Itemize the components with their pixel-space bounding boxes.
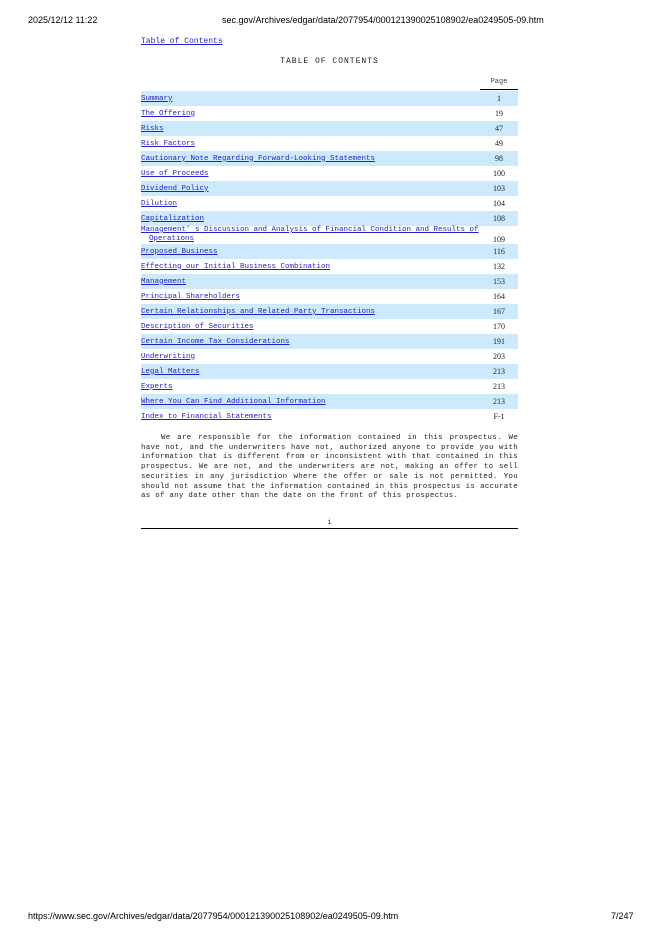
toc-entry-cell [141,244,480,259]
toc-row [141,181,518,196]
toc-row [141,409,518,424]
page-column-header: Page [480,78,518,90]
toc-row [141,151,518,166]
toc-page-number: F-1 [493,412,505,421]
toc-row [141,196,518,211]
toc-entry-link[interactable]: Where You Can Find Additional Information [141,397,326,406]
toc-entry-link[interactable]: Management [141,277,187,286]
toc-row [141,394,518,409]
toc-page-number: 167 [480,304,518,319]
toc-entry-link[interactable]: Legal Matters [141,367,200,376]
toc-page-number: 191 [480,334,518,349]
toc-row [141,304,518,319]
bottom-rule [141,528,518,529]
toc-row [141,319,518,334]
toc-page-number: 108 [480,211,518,226]
toc-row [141,121,518,136]
toc-entry-cell [141,259,480,274]
toc-entry-cell [141,166,480,181]
toc-entry-link[interactable]: Underwriting [141,352,196,361]
toc-entry-cell [141,349,480,364]
toc-row [141,211,518,226]
toc-page-number: 116 [480,244,518,259]
print-url-footer: https://www.sec.gov/Archives/edgar/data/2077954/000121390025108902/ea0249505-09.htm [28,911,399,921]
toc-page-number: 213 [493,382,505,391]
toc-page-number: 213 [480,364,518,379]
toc-entry-cell [141,151,480,166]
toc-page-number: 203 [493,352,505,361]
toc-entry-link[interactable]: Capitalization [141,214,205,223]
toc-entry-link[interactable]: Use of Proceeds [141,169,209,178]
toc-entry-link[interactable]: The Offering [141,109,196,118]
toc-row [141,259,518,274]
toc-table [141,91,518,424]
toc-entry-link[interactable]: Effecting our Initial Business Combination [141,262,331,271]
toc-row [141,349,518,364]
page-number: i [327,519,332,527]
toc-row [141,244,518,259]
toc-entry-link[interactable]: Management’ s Discussion and Analysis of Financial Condition and Results of [141,226,479,234]
toc-entry-cell [141,289,480,304]
toc-entry-link[interactable]: Dividend Policy [141,184,209,193]
toc-row [141,91,518,106]
toc-page-number: 49 [495,139,503,148]
toc-entry-link[interactable]: Dilution [141,199,178,208]
toc-entry-cell [141,304,480,319]
toc-entry-link[interactable]: Certain Relationships and Related Party Transactions [141,307,376,316]
toc-page-number: 109 [493,235,505,244]
toc-entry-link[interactable]: Risks [141,124,164,133]
toc-row [141,334,518,349]
toc-entry-link[interactable]: Summary [141,94,173,103]
toc-page-number: 153 [480,274,518,289]
toc-entry-cell [141,196,480,211]
toc-row [141,136,518,151]
toc-row [141,289,518,304]
toc-entry-cell [141,364,480,379]
toc-page-number: 132 [493,262,505,271]
page-title: TABLE OF CONTENTS [280,57,379,66]
toc-entry-cell [141,379,480,394]
toc-entry-link[interactable]: Experts [141,382,173,391]
toc-entry-cell [141,394,480,409]
toc-entry-cell [141,319,480,334]
toc-page-number: 100 [493,169,505,178]
disclaimer-paragraph: We are responsible for the information contained in this prospectus. We have not, and the underwriters have not, authorized anyone to provide you with information that is different from or inconsistent with that contained in this prospectus. We are not, and the underwriters are not, making an offer to sell securities in any jurisdiction where the offer or sale is not permitted. You should not assume that the information contained in this prospectus is accurate as of any date other than the date on the front of this prospectus. [141,434,518,501]
toc-page-number: 19 [495,109,503,118]
toc-page-number: 47 [480,121,518,136]
print-url-header: sec.gov/Archives/edgar/data/2077954/000121390025108902/ea0249505-09.htm [222,15,544,25]
table-of-contents-link[interactable]: Table of Contents [141,37,223,46]
toc-row [141,166,518,181]
toc-row [141,379,518,394]
toc-entry-cell [141,334,480,349]
toc-entry-link[interactable]: Proposed Business [141,247,218,256]
toc-entry-link[interactable]: Cautionary Note Regarding Forward-Looking Statements [141,154,376,163]
toc-entry-cell [141,211,480,226]
toc-entry-link[interactable]: Certain Income Tax Considerations [141,337,290,346]
toc-entry-cell [141,181,480,196]
toc-entry-cell [141,274,480,289]
toc-entry-cell [141,121,480,136]
toc-entry-cell [141,136,480,151]
toc-entry-link[interactable]: Index to Financial Statements [141,412,272,421]
print-datetime: 2025/12/12 11:22 [28,15,98,25]
toc-row [141,106,518,121]
toc-page-number: 164 [493,292,505,301]
toc-page-number: 98 [480,151,518,166]
toc-entry-link[interactable]: Description of Securities [141,322,254,331]
toc-entry-link[interactable]: Principal Shareholders [141,292,241,301]
toc-entry-cell [141,106,480,121]
toc-entry-cell [141,409,480,424]
toc-page-number: 170 [493,322,505,331]
toc-page-number: 104 [493,199,505,208]
print-page-count: 7/247 [611,911,634,921]
toc-row [141,274,518,289]
toc-entry-cell [141,91,480,106]
toc-entry-link-continued[interactable]: Operations [149,235,195,243]
toc-page-number: 213 [480,394,518,409]
toc-row [141,226,518,244]
toc-page-number: 103 [480,181,518,196]
toc-page-number: 1 [480,91,518,106]
toc-entry-link[interactable]: Risk Factors [141,139,196,148]
toc-entry-cell [141,226,480,244]
toc-row [141,364,518,379]
